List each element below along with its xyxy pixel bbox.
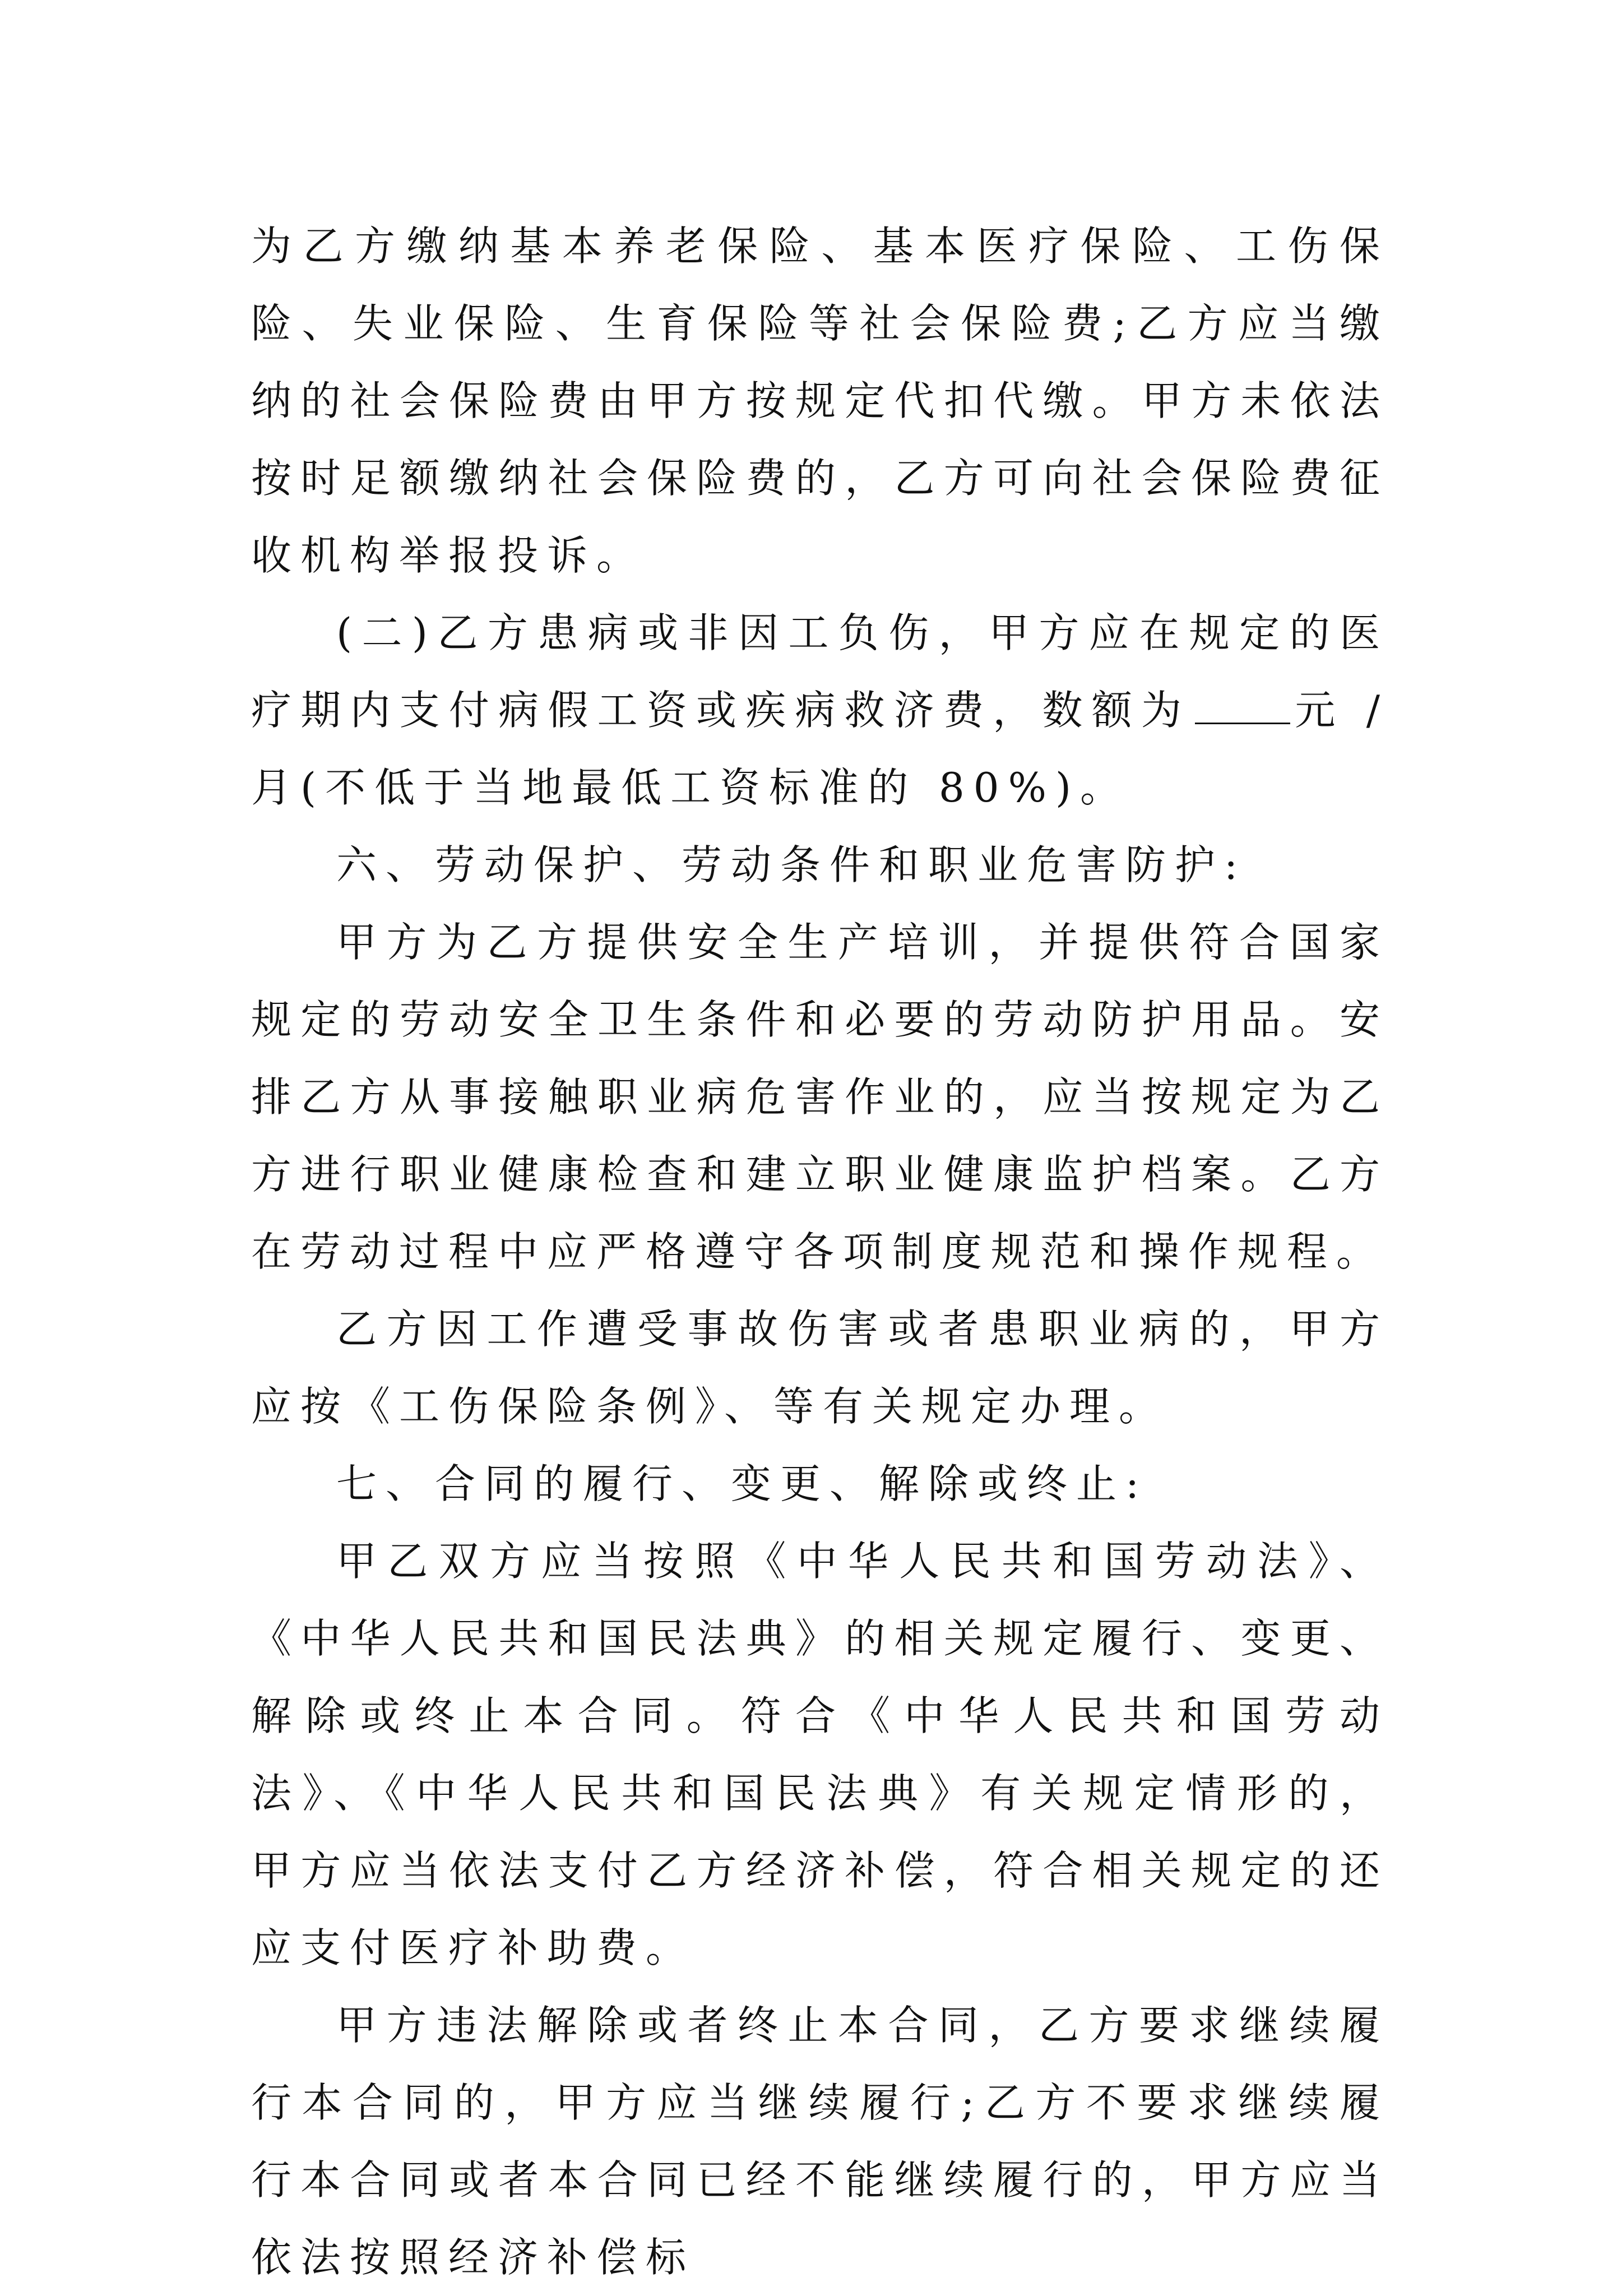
amount-blank-field (1195, 689, 1290, 724)
heading-contract-performance: 七、合同的履行、变更、解除或终止: (336, 1460, 1148, 1507)
sick-leave-text-before: (二)乙方患病或非因工负伤，甲方应在规定的医疗期内支付病假工资或疾病救济费，数额为 (251, 609, 1389, 734)
paragraph-unlawful-termination: 甲方违法解除或者终止本合同，乙方要求继续履行本合同的，甲方应当继续履行;乙方不要求继续履行本合同或者本合同已经不能继续履行的，甲方应当依法按照经济补偿标 (251, 2002, 1389, 2281)
document-body (251, 207, 1389, 2296)
paragraph-work-injury: 乙方因工作遭受事故伤害或者患职业病的，甲方应按《工伤保险条例》、等有关规定办理。 (251, 1306, 1389, 1430)
heading-labor-protection: 六、劳动保护、劳动条件和职业危害防护: (336, 841, 1247, 888)
paragraph-social-insurance: 为乙方缴纳基本养老保险、基本医疗保险、工伤保险、失业保险、生育保险等社会保险费;乙方应当缴纳的社会保险费由甲方按规定代扣代缴。甲方未依法按时足额缴纳社会保险费的，乙方可向社会保险费征收机构举报投诉。 (251, 223, 1389, 579)
sick-leave-text-after: 元 /月(不低于当地最低工资标准的 80%)。 (251, 687, 1389, 811)
paragraph-safety-training: 甲方为乙方提供安全生产培训，并提供符合国家规定的劳动安全卫生条件和必要的劳动防护用品。安排乙方从事接触职业病危害作业的，应当按规定为乙方进行职业健康检查和建立职业健康监护档案。乙方在劳动过程中应严格遵守各项制度规范和操作规程。 (251, 919, 1389, 1275)
paragraph-sick-leave-pay (251, 594, 1389, 826)
paragraph-contract-laws: 甲乙双方应当按照《中华人民共和国劳动法》、《中华人民共和国民法典》的相关规定履行、变更、解除或终止本合同。符合《中华人民共和国劳动法》、《中华人民共和国民法典》有关规定情形的，甲方应当依法支付乙方经济补偿，符合相关规定的还应支付医疗补助费。 (251, 1538, 1389, 1971)
